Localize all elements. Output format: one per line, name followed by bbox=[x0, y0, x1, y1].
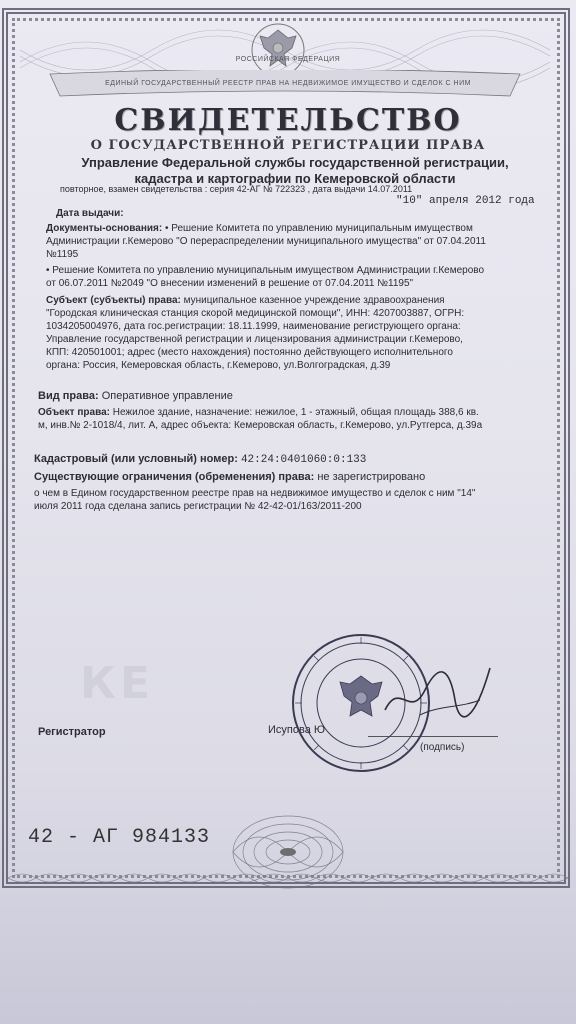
registrar-label: Регистратор bbox=[38, 726, 106, 738]
object-line-1: Нежилое здание, назначение: нежилое, 1 - этажный, общая площадь 388,6 кв. bbox=[112, 407, 479, 418]
agency-line-1: Управление Федеральной службы государственной регистрации, bbox=[81, 155, 509, 170]
subject-line-6: органа: Россия, Кемеровская область, г.Кемерово, ул.Волгоградская, д.39 bbox=[46, 360, 391, 371]
repeat-note: повторное, взамен свидетельства : серия 42-АГ № 722323 , дата выдачи 14.07.2011 bbox=[60, 184, 413, 194]
issue-date-label: Дата выдачи: bbox=[56, 208, 124, 219]
signature-caption: (подпись) bbox=[420, 742, 465, 753]
registrar-name: Исупова Ю bbox=[268, 724, 325, 736]
right-type bbox=[38, 390, 548, 403]
docs2-line-2: от 06.07.2011 №2049 "О внесении изменений в решение от 07.04.2011 №1195" bbox=[46, 278, 414, 289]
agency-name bbox=[60, 155, 530, 187]
bottom-guilloche-band bbox=[8, 870, 568, 886]
record-line-2: июля 2011 года сделана запись регистрации № 42-42-01/163/2011-200 bbox=[34, 501, 362, 512]
cadastral-label: Кадастровый (или условный) номер: bbox=[34, 453, 238, 465]
handwritten-signature-icon bbox=[380, 660, 500, 730]
object-block bbox=[38, 407, 553, 419]
docs2-line-1: • Решение Комитета по управлению муниципальным имуществом Администрации г.Кемерово bbox=[46, 265, 485, 276]
subject-line-1: муниципальное казенное учреждение здравоохранения bbox=[183, 295, 445, 306]
cadastral-value: 42:24:0401060:0:133 bbox=[240, 454, 367, 466]
docs-label: Документы-основания: bbox=[46, 223, 163, 234]
ribbon-top-text: РОССИЙСКАЯ ФЕДЕРАЦИЯ bbox=[235, 56, 341, 63]
right-type-label: Вид права: bbox=[38, 390, 99, 402]
encumbrance-value: не зарегистрировано bbox=[317, 471, 426, 483]
agency-line-2: кадастра и картографии по Кемеровской области bbox=[134, 171, 456, 186]
docs-basis bbox=[46, 223, 546, 235]
form-serial-number: 42 - АГ 984133 bbox=[28, 826, 211, 849]
subject-line-5: КПП: 420501001; адрес (место нахождения) постоянно действующего исполнительного bbox=[46, 347, 453, 358]
subject-block bbox=[46, 295, 546, 307]
subject-line-2: "Городская клиническая станция скорой медицинской помощи", ИНН: 4207003887, ОГРН: bbox=[46, 308, 465, 319]
faded-stamp-mark: КЕ bbox=[80, 658, 155, 709]
subject-line-4: Управление государственной регистрации и лицензирования администрации г.Кемерово, bbox=[46, 334, 463, 345]
subject-label: Субъект (субъекты) права: bbox=[46, 295, 181, 306]
issue-date: "10" апреля 2012 года bbox=[396, 195, 535, 207]
ribbon-bottom-text: ЕДИНЫЙ ГОСУДАРСТВЕННЫЙ РЕЕСТР ПРАВ НА НЕДВИЖИМОЕ ИМУЩЕСТВО И СДЕЛОК С НИМ bbox=[105, 80, 471, 87]
cadastral-block bbox=[34, 453, 544, 467]
object-line-2: м, инв.№ 2-1018/4, лит. А, адрес объекта: Кемеровская область, г.Кемерово, ул.Рутгерса, д.39а bbox=[38, 420, 483, 431]
docs-line-2: Администрации г.Кемерово "О перераспределении муниципального имущества" от 07.04.2011 bbox=[46, 236, 486, 247]
document-title: СВИДЕТЕЛЬСТВО bbox=[114, 103, 462, 138]
subject-line-3: 1034205004976, дата гос.регистрации: 18.11.1999, наименование региструющего органа: bbox=[46, 321, 461, 332]
docs-line-3: №1195 bbox=[46, 249, 79, 260]
right-type-value: Оперативное управление bbox=[101, 390, 233, 402]
record-line-1: о чем в Едином государственном реестре прав на недвижимое имущество и сделок с ним "14" bbox=[34, 488, 476, 499]
document-subtitle: О ГОСУДАРСТВЕННОЙ РЕГИСТРАЦИИ ПРАВА bbox=[90, 138, 486, 153]
object-label: Объект права: bbox=[38, 407, 110, 418]
encumbrance-block bbox=[34, 471, 544, 484]
docs-line-1: • Решение Комитета по управлению муниципальным имуществом bbox=[164, 223, 473, 234]
encumbrance-label: Существующие ограничения (обременения) права: bbox=[34, 471, 315, 483]
